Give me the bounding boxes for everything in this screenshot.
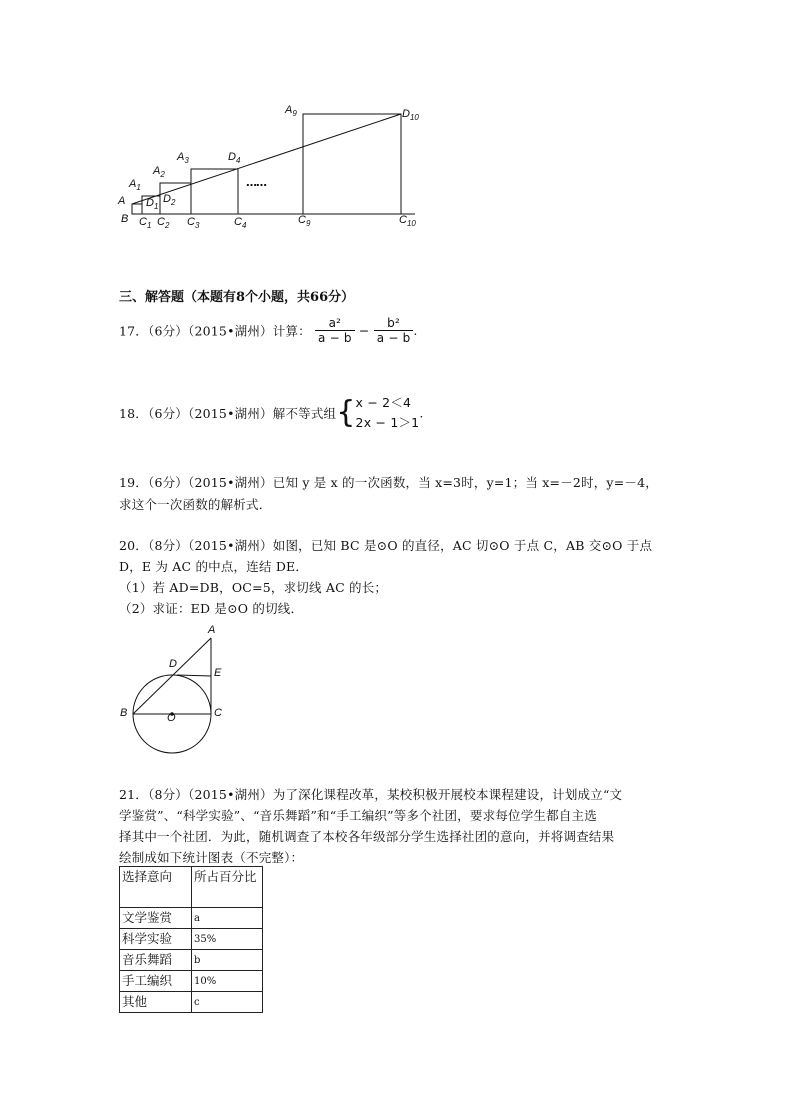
- row-label: 手工编织: [120, 971, 192, 992]
- table-header-row: [120, 867, 263, 908]
- fraction-1-den: a − b: [315, 330, 355, 345]
- label-D10: D: [402, 108, 410, 120]
- row-label: 文学鉴赏: [120, 908, 192, 929]
- fig2-label-C: C: [214, 707, 222, 719]
- label-C2: C: [157, 216, 165, 228]
- q17-end: .: [413, 323, 418, 338]
- fig2-label-O: O: [167, 712, 176, 724]
- circle-figure: [115, 620, 235, 760]
- label-D1-sub: 1: [153, 202, 159, 212]
- label-B: B: [121, 213, 129, 225]
- question-17: [119, 316, 418, 345]
- fig2-label-E: E: [214, 667, 222, 679]
- label-A2: A: [153, 165, 161, 177]
- label-A1-sub: 1: [136, 183, 141, 193]
- header-percent: 所占百分比: [192, 867, 263, 908]
- q20-line-3: （1）若 AD=DB，OC=5，求切线 AC 的长；: [119, 580, 388, 595]
- table-row: [120, 908, 263, 929]
- label-C4-sub: 4: [241, 221, 247, 231]
- fraction-2-den: a − b: [374, 330, 414, 345]
- table-row: [120, 971, 263, 992]
- question-18: [119, 393, 424, 433]
- label-D10-sub: 10: [409, 113, 419, 123]
- q21-line-3: 择其中一个社团．为此，随机调查了本校各年级部分学生选择社团的意向，并将调查结果: [119, 829, 615, 844]
- q20-line-2: D，E 为 AC 的中点，连结 DE．: [119, 559, 309, 574]
- label-C3-sub: 3: [194, 221, 200, 231]
- label-D4: D: [228, 151, 236, 163]
- row-value: c: [192, 992, 263, 1013]
- inequality-system: [356, 393, 420, 433]
- system-brace: {: [336, 395, 356, 430]
- fraction-2-num: b²: [387, 316, 400, 330]
- header-choice: 选择意向: [120, 867, 192, 908]
- label-C1-sub: 1: [146, 221, 152, 231]
- label-A2-sub: 2: [160, 170, 165, 180]
- row-value: 35%: [192, 929, 263, 950]
- row-value: 10%: [192, 971, 263, 992]
- q20-line-1: 20．（8分）（2015•湖州）如图，已知 BC 是⊙O 的直径，AC 切⊙O 于点 C，AB 交⊙O 于点: [119, 538, 653, 553]
- label-C9: C: [298, 214, 306, 226]
- label-A1: A: [129, 178, 137, 190]
- row-value: b: [192, 950, 263, 971]
- fig2-label-D: D: [169, 658, 177, 670]
- table-row: [120, 929, 263, 950]
- label-D2-sub: 2: [170, 198, 176, 208]
- inequality-1: x − 2＜4: [355, 395, 412, 410]
- q18-end: .: [419, 405, 424, 421]
- label-A9: A: [285, 104, 293, 116]
- q20-line-4: （2）求证：ED 是⊙O 的切线．: [119, 601, 304, 616]
- label-D4-sub: 4: [235, 156, 241, 166]
- label-C2-sub: 2: [164, 221, 170, 231]
- row-label: 音乐舞蹈: [120, 950, 192, 971]
- label-C4: C: [234, 216, 242, 228]
- table-row: [120, 950, 263, 971]
- label-A3-sub: 3: [184, 156, 189, 166]
- label-C3: C: [187, 216, 195, 228]
- label-C1: C: [139, 216, 147, 228]
- q18-prefix: 18．（6分）（2015•湖州）解不等式组: [119, 406, 337, 421]
- fraction-2: [374, 316, 414, 345]
- q19-line-2: 求这个一次函数的解析式．: [119, 497, 272, 512]
- q17-minus: −: [358, 323, 370, 338]
- q21-line-2: 学鉴赏”、“科学实验”、“音乐舞蹈”和“手工编织”等多个社团，要求每位学生都自主选: [119, 808, 597, 823]
- label-D1: D: [146, 197, 154, 209]
- survey-table: [119, 866, 263, 1013]
- label-C10-sub: 10: [406, 219, 416, 229]
- fig2-label-A: A: [208, 624, 216, 636]
- row-label: 科学实验: [120, 929, 192, 950]
- label-A9-sub: 9: [292, 109, 297, 119]
- inequality-2: 2x − 1＞1: [355, 415, 420, 430]
- label-C9-sub: 9: [305, 219, 311, 229]
- fraction-1: [315, 316, 355, 345]
- ellipsis-dots: ……: [246, 176, 266, 189]
- label-C10: C: [399, 214, 407, 226]
- fraction-1-num: a²: [328, 316, 342, 330]
- q21-line-4: 绘制成如下统计图表（不完整）：: [119, 850, 304, 865]
- label-A3: A: [177, 151, 185, 163]
- q21-line-1: 21．（8分）（2015•湖州）为了深化课程改革，某校积极开展校本课程建设，计划成立“文: [119, 787, 623, 802]
- label-A: A: [118, 195, 126, 207]
- row-value: a: [192, 908, 263, 929]
- table-row: [120, 992, 263, 1013]
- fig2-label-B: B: [120, 707, 128, 719]
- q17-prefix: 17．（6分）（2015•湖州）计算：: [119, 323, 311, 339]
- q19-line-1: 19．（6分）（2015•湖州）已知 y 是 x 的一次函数，当 x=3时，y=1；当 x=－2时，y=－4，: [119, 475, 658, 490]
- row-label: 其他: [120, 992, 192, 1013]
- label-D2: D: [163, 193, 171, 205]
- section-title: 三、解答题（本题有8个小题，共66分）: [119, 290, 355, 305]
